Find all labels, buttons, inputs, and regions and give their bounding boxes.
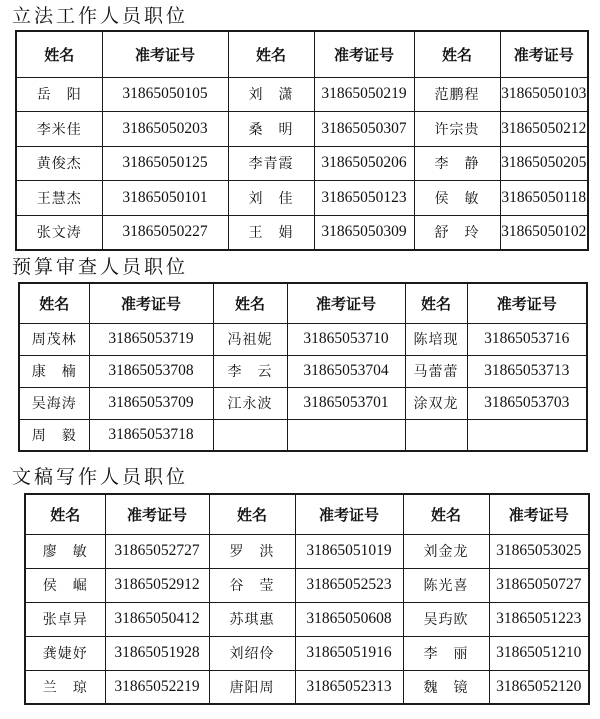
exam-id-cell: 31865053025 [489,534,589,568]
exam-id-cell: 31865053703 [467,387,587,419]
name-cell: 康 楠 [19,355,89,387]
exam-id-cell: 31865050103 [500,77,588,112]
exam-id-cell: 31865050205 [500,146,588,181]
exam-id-cell: 31865050227 [102,215,228,250]
name-cell: 李 云 [213,355,287,387]
column-header-name: 姓名 [25,494,105,534]
name-cell: 刘 佳 [228,181,314,216]
exam-id-cell [287,419,405,451]
exam-id-cell: 31865050102 [500,215,588,250]
column-header-exam-id: 准考证号 [287,283,405,323]
exam-id-cell: 31865050412 [105,602,209,636]
column-header-name: 姓名 [414,31,500,77]
column-header-exam-id: 准考证号 [105,494,209,534]
exam-id-cell: 31865053719 [89,323,213,355]
table-row [19,355,587,387]
table-row [25,568,589,602]
name-cell: 岳 阳 [16,77,102,112]
exam-id-cell: 31865050219 [314,77,414,112]
name-cell: 周 毅 [19,419,89,451]
name-cell: 魏 镜 [403,670,489,704]
exam-id-cell: 31865050307 [314,112,414,147]
name-cell: 李米佳 [16,112,102,147]
exam-id-cell: 31865051210 [489,636,589,670]
section-title-legislative: 立法工作人员职位 [12,5,189,27]
name-cell: 李 丽 [403,636,489,670]
exam-id-cell: 31865051928 [105,636,209,670]
column-header-name: 姓名 [403,494,489,534]
exam-id-cell: 31865050608 [295,602,403,636]
table-row [19,419,587,451]
exam-id-cell: 31865052912 [105,568,209,602]
table-document-writing [24,493,590,705]
name-cell: 廖 敏 [25,534,105,568]
name-cell: 吴玙欧 [403,602,489,636]
name-cell: 舒 玲 [414,215,500,250]
exam-id-cell: 31865053701 [287,387,405,419]
table-row [25,534,589,568]
name-cell: 李青霞 [228,146,314,181]
exam-id-cell: 31865053713 [467,355,587,387]
column-header-name: 姓名 [228,31,314,77]
name-cell: 冯祖妮 [213,323,287,355]
name-cell: 李 静 [414,146,500,181]
name-cell: 侯 敏 [414,181,500,216]
table-row [25,636,589,670]
exam-id-cell: 31865052219 [105,670,209,704]
column-header-name: 姓名 [405,283,467,323]
exam-id-cell: 31865050206 [314,146,414,181]
name-cell: 唐阳周 [209,670,295,704]
table-budget-review [18,282,588,452]
name-cell: 龚婕妤 [25,636,105,670]
exam-id-cell: 31865053710 [287,323,405,355]
table-row [16,77,588,112]
table-row [16,215,588,250]
table-body [19,283,587,451]
name-cell: 马蕾蕾 [405,355,467,387]
table-row [19,387,587,419]
name-cell: 陈培现 [405,323,467,355]
column-header-exam-id: 准考证号 [314,31,414,77]
exam-id-cell: 31865050101 [102,181,228,216]
table-row [16,146,588,181]
name-cell: 黄俊杰 [16,146,102,181]
column-header-name: 姓名 [16,31,102,77]
name-cell: 谷 莹 [209,568,295,602]
exam-id-cell: 31865052313 [295,670,403,704]
table-row [25,602,589,636]
exam-id-cell: 31865053708 [89,355,213,387]
exam-id-cell: 31865050123 [314,181,414,216]
header-row [19,283,587,323]
column-header-exam-id: 准考证号 [500,31,588,77]
exam-id-cell: 31865051223 [489,602,589,636]
column-header-name: 姓名 [19,283,89,323]
name-cell: 侯 崛 [25,568,105,602]
exam-id-cell: 31865050727 [489,568,589,602]
name-cell: 范鹏程 [414,77,500,112]
name-cell: 刘 潇 [228,77,314,112]
table-legislative [15,30,589,251]
exam-id-cell: 31865050118 [500,181,588,216]
table-row [16,181,588,216]
table-body [16,31,588,250]
exam-id-cell: 31865053718 [89,419,213,451]
exam-id-cell: 31865052523 [295,568,403,602]
header-row [16,31,588,77]
name-cell: 刘金龙 [403,534,489,568]
column-header-exam-id: 准考证号 [467,283,587,323]
exam-id-cell: 31865053709 [89,387,213,419]
section-title-budget-review: 预算审查人员职位 [12,256,189,278]
name-cell: 苏琪惠 [209,602,295,636]
column-header-exam-id: 准考证号 [102,31,228,77]
name-cell: 兰 琼 [25,670,105,704]
name-cell: 吴海涛 [19,387,89,419]
name-cell: 涂双龙 [405,387,467,419]
name-cell: 王慧杰 [16,181,102,216]
exam-id-cell [467,419,587,451]
exam-id-cell: 31865051019 [295,534,403,568]
exam-id-cell: 31865050125 [102,146,228,181]
table-row [25,670,589,704]
exam-id-cell: 31865052120 [489,670,589,704]
table-body [25,494,589,704]
name-cell: 江永波 [213,387,287,419]
exam-id-cell: 31865053716 [467,323,587,355]
exam-id-cell: 31865050309 [314,215,414,250]
column-header-name: 姓名 [209,494,295,534]
exam-id-cell: 31865050203 [102,112,228,147]
section-title-document-writing: 文稿写作人员职位 [12,466,189,488]
name-cell: 刘绍伶 [209,636,295,670]
exam-id-cell: 31865052727 [105,534,209,568]
name-cell: 罗 洪 [209,534,295,568]
name-cell: 张文涛 [16,215,102,250]
name-cell: 陈光喜 [403,568,489,602]
name-cell: 张卓异 [25,602,105,636]
exam-id-cell: 31865050212 [500,112,588,147]
exam-id-cell: 31865050105 [102,77,228,112]
exam-id-cell: 31865053704 [287,355,405,387]
name-cell: 周茂林 [19,323,89,355]
column-header-exam-id: 准考证号 [489,494,589,534]
name-cell [405,419,467,451]
column-header-name: 姓名 [213,283,287,323]
table-row [19,323,587,355]
name-cell: 王 娟 [228,215,314,250]
column-header-exam-id: 准考证号 [89,283,213,323]
name-cell [213,419,287,451]
header-row [25,494,589,534]
name-cell: 许宗贵 [414,112,500,147]
table-row [16,112,588,147]
exam-id-cell: 31865051916 [295,636,403,670]
name-cell: 桑 明 [228,112,314,147]
column-header-exam-id: 准考证号 [295,494,403,534]
